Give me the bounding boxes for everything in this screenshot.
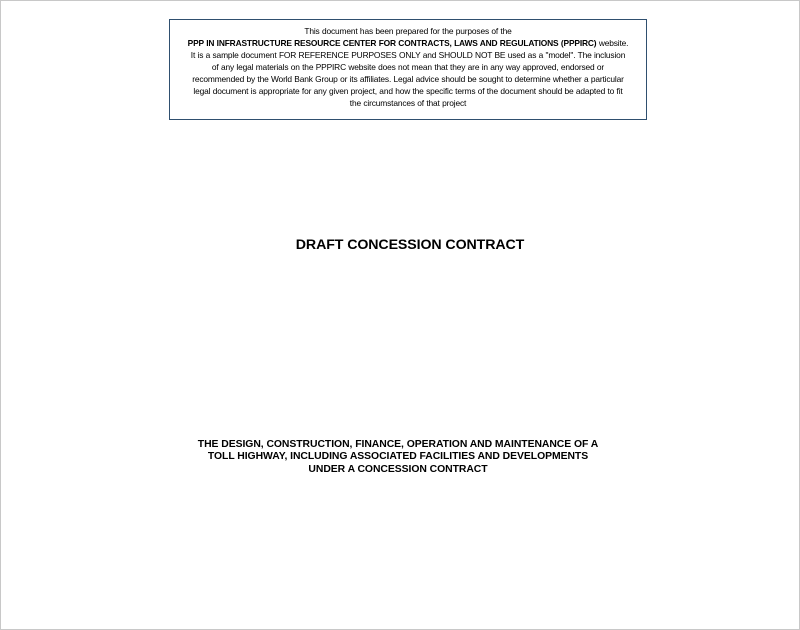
disclaimer-line-6: legal document is appropriate for any given project, and how the specific terms of the document should be adapted to fit xyxy=(193,86,623,96)
disclaimer-line-1: This document has been prepared for the purposes of the xyxy=(304,26,512,36)
disclaimer-line-2 xyxy=(176,37,640,49)
pppirc-name: PPP IN INFRASTRUCTURE RESOURCE CENTER FOR CONTRACTS, LAWS AND REGULATIONS (PPPIRC) xyxy=(187,38,597,48)
disclaimer-box xyxy=(169,19,647,120)
disclaimer-line-7: the circumstances of that project xyxy=(349,98,467,108)
document-subtitle xyxy=(1,439,795,476)
disclaimer-line-3: It is a sample document FOR REFERENCE PURPOSES ONLY and SHOULD NOT BE used as a "model". The inclusion xyxy=(190,50,626,60)
subtitle-line-1: THE DESIGN, CONSTRUCTION, FINANCE, OPERATION AND MAINTENANCE OF A xyxy=(197,439,599,450)
document-title: DRAFT CONCESSION CONTRACT xyxy=(295,237,525,253)
disclaimer-line-2-tail: website. xyxy=(596,38,629,48)
subtitle-line-2: TOLL HIGHWAY, INCLUDING ASSOCIATED FACILITIES AND DEVELOPMENTS xyxy=(207,451,589,463)
disclaimer-line-5: recommended by the World Bank Group or its affiliates. Legal advice should be sought to determine whether a particular xyxy=(192,74,624,84)
subtitle-line-3: UNDER A CONCESSION CONTRACT xyxy=(308,463,488,475)
disclaimer-line-4: of any legal materials on the PPPIRC website does not mean that they are in any way approved, endorsed or xyxy=(211,62,605,72)
